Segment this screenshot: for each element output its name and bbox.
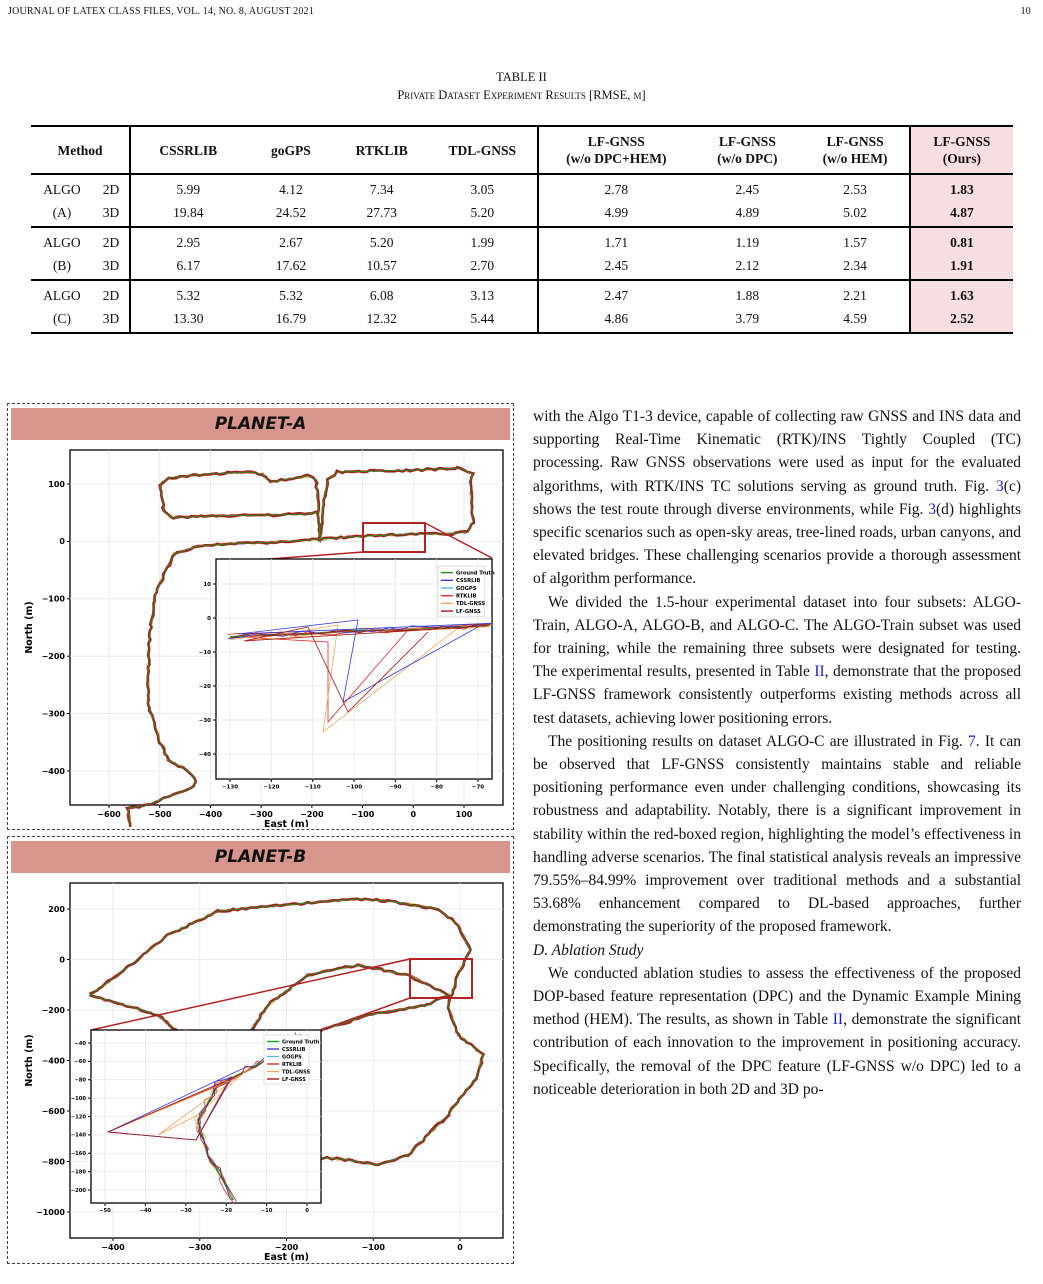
a-inset-x-tick-label: −70 — [471, 784, 485, 791]
table-row — [31, 280, 1013, 307]
value-cell: 4.86 — [538, 307, 693, 333]
b-legend-label: TDL-GNSS — [282, 1069, 311, 1076]
b-inset-y-tick-label: −120 — [70, 1114, 86, 1121]
a-legend-label: GOGPS — [456, 585, 477, 592]
a-legend-label: Ground Truth — [456, 570, 495, 577]
a-x-tick-label: −500 — [148, 810, 172, 819]
value-cell: 2.67 — [279, 235, 303, 250]
value-cell: 2.70 — [427, 254, 538, 280]
b-inset-x-tick-label: 0 — [305, 1208, 309, 1215]
value-cell: 16.79 — [246, 307, 337, 333]
b-x-tick-label: −100 — [361, 1243, 385, 1252]
a-inset-y-tick-label: −30 — [198, 717, 211, 724]
a-legend-label: LF-GNSS — [456, 608, 481, 615]
b-inset-x-tick-label: −50 — [99, 1208, 111, 1215]
b-inset-x-tick-label: −10 — [260, 1208, 273, 1215]
a-x-tick-label: 0 — [410, 810, 417, 819]
b-inset-x-tick-label: −40 — [139, 1208, 152, 1215]
value-cell: 5.20 — [369, 235, 394, 250]
table-row — [31, 307, 1013, 333]
value-cell: 0.81 — [910, 227, 1013, 254]
table-header-row — [31, 126, 1013, 174]
a-x-tick-label: −600 — [97, 810, 121, 819]
value-cell: 5.32 — [130, 280, 246, 307]
table-row — [31, 254, 1013, 280]
b-inset-x-tick-label: −20 — [220, 1208, 232, 1215]
col-rtklib: RTKLIB — [336, 126, 427, 174]
dim-cell: 2D — [102, 235, 120, 250]
fig-ref-link[interactable]: 7 — [968, 732, 976, 750]
dim-cell: 2D — [102, 288, 120, 303]
value-cell: 1.63 — [910, 280, 1013, 307]
a-y-tick-label: −300 — [41, 709, 65, 719]
a-x-tick-label: −400 — [198, 810, 223, 819]
method-name-cell: (B) — [31, 254, 93, 280]
a-x-axis-label: East (m) — [264, 819, 309, 827]
b-y-tick-label: 200 — [48, 904, 65, 914]
fig-ref-link[interactable]: 3 — [996, 477, 1004, 495]
value-cell: 5.20 — [427, 201, 538, 227]
b-inset-y-tick-label: −160 — [70, 1151, 86, 1158]
value-cell: 13.30 — [130, 307, 246, 333]
table-row — [31, 174, 1013, 201]
col-lfgnss-wo-hem: LF-GNSS (w/o HEM) — [801, 126, 909, 174]
value-cell: 10.57 — [336, 254, 427, 280]
a-y-axis-label: North (m) — [24, 601, 35, 654]
a-inset-x-tick-label: −100 — [345, 784, 363, 791]
value-cell: 17.62 — [246, 254, 337, 280]
method-name-cell: ALGO — [43, 288, 81, 303]
value-cell: 2.95 — [130, 227, 246, 254]
b-inset-y-tick-label: −180 — [70, 1169, 86, 1176]
value-cell: 2.78 — [538, 174, 693, 201]
paragraph-3: The positioning results on dataset ALGO-C are illustrated in Fig. 7. It can be observed that LF-GNSS consistently maintains stable and reliable positioning performance even under challenging conditions, showcasing its robustness and adaptability. Notably, there is a significant improvement in stability within the red-boxed region, highlighting the model’s effectiveness in handling adverse scenarios. The final statistical analysis reveals an impressive 79.55%–84.99% improvement over traditional methods and a substantial 53.68% enhancement compared to DL-based approaches, further demonstrating the superiority of the proposed framework. — [533, 732, 1021, 936]
b-x-tick-label: 0 — [457, 1243, 463, 1252]
value-cell: 3.79 — [693, 307, 801, 333]
value-cell: 1.88 — [735, 288, 760, 303]
value-cell: 4.89 — [693, 201, 801, 227]
a-inset-y-tick-label: −40 — [198, 751, 211, 758]
paragraph-2: We divided the 1.5-hour experimental dataset into four subsets: ALGO-Train, ALGO-A, ALGO-B, and ALGO-C. The ALGO-Train subset was used for training, while the remaining three subsets were designated for testing. The experimental results, presented in Table II, demonstrate that the proposed LF-GNSS framework consistently outperforms existing methods across all test datasets, achieving lower positioning errors. — [533, 593, 1021, 727]
paragraph-1: with the Algo T1-3 device, capable of collecting raw GNSS and INS data and supporting Real-Time Kinematic (RTK)/INS Tightly Coupled (TC) processing. Raw GNSS observations were used as input for the evaluated algorithms, with RTK/INS TC solutions serving as ground truth. Fig. 3(c) shows the test route through diverse environments, while Fig. 3(d) highlights specific scenarios such as open-sky areas, tree-lined roads, urban canyons, and elevated bridges. These challenging scenarios provide a thorough assessment of algorithm performance. — [533, 408, 1021, 588]
section-heading: D. Ablation Study — [533, 941, 644, 959]
value-cell: 1.99 — [470, 235, 495, 250]
value-cell: 5.99 — [130, 174, 246, 201]
a-inset-x-tick-label: −80 — [430, 784, 443, 791]
dim-cell: 3D — [93, 201, 130, 227]
a-y-tick-label: 100 — [48, 479, 65, 489]
a-inset-y-tick-label: −20 — [198, 683, 211, 690]
b-x-tick-label: −200 — [274, 1243, 299, 1252]
method-name-cell: (A) — [31, 201, 93, 227]
b-y-tick-label: 0 — [59, 955, 65, 965]
dim-cell: 3D — [93, 307, 130, 333]
b-y-axis-label: North (m) — [24, 1034, 35, 1087]
col-lfgnss-wo-dpc-hem: LF-GNSS (w/o DPC+HEM) — [538, 126, 693, 174]
a-inset-y-tick-label: 10 — [203, 581, 211, 588]
value-cell: 4.12 — [279, 182, 303, 197]
method-name-cell: ALGO — [43, 235, 81, 250]
b-legend-label: Ground Truth — [282, 1039, 320, 1046]
a-y-tick-label: −200 — [41, 652, 65, 661]
b-inset-y-tick-label: −200 — [70, 1187, 86, 1194]
table-ref-link[interactable]: II — [832, 1011, 844, 1029]
value-cell: 24.52 — [246, 201, 337, 227]
value-cell: 2.12 — [693, 254, 801, 280]
a-x-tick-label: −200 — [300, 810, 324, 819]
value-cell: 5.32 — [279, 288, 303, 303]
value-cell: 3.13 — [470, 288, 495, 303]
panel-a-title: PLANET-A — [11, 408, 510, 440]
col-cssrlib: CSSRLIB — [130, 126, 246, 174]
a-x-tick-label: −300 — [249, 810, 273, 819]
value-cell: 19.84 — [130, 201, 246, 227]
figure-panel-b — [7, 836, 514, 1264]
b-y-tick-label: −1000 — [36, 1207, 65, 1217]
a-inset-x-tick-label: −110 — [304, 784, 321, 791]
a-legend-label: RTKLIB — [456, 593, 477, 600]
value-cell: 2.52 — [910, 307, 1013, 333]
col-method: Method — [31, 126, 130, 174]
b-y-tick-label: −800 — [41, 1157, 65, 1167]
value-cell: 2.21 — [843, 288, 867, 303]
value-cell: 4.59 — [801, 307, 909, 333]
col-gogps: goGPS — [246, 126, 337, 174]
value-cell: 1.71 — [538, 227, 693, 254]
b-y-tick-label: −200 — [41, 1005, 65, 1015]
b-y-tick-label: −600 — [41, 1106, 65, 1116]
value-cell: 3.05 — [470, 182, 495, 197]
b-inset-y-tick-label: −40 — [74, 1040, 86, 1047]
value-cell: 7.34 — [369, 182, 394, 197]
b-x-axis-label: East (m) — [264, 1252, 309, 1261]
value-cell: 5.44 — [427, 307, 538, 333]
value-cell: 5.02 — [801, 201, 909, 227]
panel-b-title: PLANET-B — [11, 841, 510, 873]
page-number: 10 — [1020, 6, 1031, 17]
fig-ref-link[interactable]: 3 — [928, 500, 937, 518]
b-inset-x-tick-label: −30 — [180, 1208, 192, 1215]
value-cell: 27.73 — [336, 201, 427, 227]
value-cell: 6.17 — [130, 254, 246, 280]
b-legend-label: LF-GNSS — [282, 1076, 306, 1083]
a-x-tick-label: −100 — [350, 810, 375, 819]
value-cell: 2.47 — [538, 280, 693, 307]
value-cell: 4.99 — [538, 201, 693, 227]
a-inset-x-tick-label: −130 — [221, 784, 239, 791]
col-lfgnss-ours: LF-GNSS (Ours) — [910, 126, 1013, 174]
b-legend-label: GOGPS — [282, 1054, 302, 1061]
b-inset-y-tick-label: −60 — [74, 1059, 86, 1066]
table-ref-link[interactable]: II — [814, 663, 825, 681]
table-label: TABLE II — [496, 70, 547, 84]
running-header: JOURNAL OF LATEX CLASS FILES, VOL. 14, NO. 8, AUGUST 2021 — [8, 6, 314, 17]
results-table — [31, 125, 1013, 334]
value-cell: 2.45 — [538, 254, 693, 280]
b-inset-y-tick-label: −100 — [70, 1095, 86, 1102]
value-cell: 2.34 — [801, 254, 909, 280]
dim-cell: 2D — [102, 182, 120, 197]
value-cell: 1.91 — [910, 254, 1013, 280]
b-y-tick-label: −400 — [41, 1056, 65, 1066]
col-tdl-gnss: TDL-GNSS — [427, 126, 538, 174]
a-inset-x-tick-label: −90 — [389, 784, 402, 791]
a-inset-x-tick-label: −120 — [263, 784, 280, 791]
planet-b-plot — [8, 875, 513, 1261]
value-cell: 2.53 — [843, 182, 867, 197]
b-inset-y-tick-label: −80 — [74, 1077, 86, 1084]
value-cell: 1.83 — [910, 174, 1013, 201]
table-row — [31, 227, 1013, 254]
b-inset-y-tick-label: −140 — [70, 1132, 86, 1139]
a-y-tick-label: −400 — [41, 766, 65, 776]
value-cell: 1.57 — [843, 235, 867, 250]
a-y-tick-label: 0 — [59, 537, 65, 547]
a-legend-label: CSSRLIB — [456, 578, 481, 585]
value-cell: 12.32 — [336, 307, 427, 333]
method-name-cell: ALGO — [43, 182, 81, 197]
planet-a-plot — [8, 442, 513, 827]
dim-cell: 3D — [93, 254, 130, 280]
b-legend-label: RTKLIB — [282, 1061, 302, 1068]
b-x-tick-label: −300 — [188, 1243, 212, 1252]
a-legend-label: TDL-GNSS — [456, 601, 486, 608]
b-x-tick-label: −400 — [101, 1243, 125, 1252]
a-inset-y-tick-label: −10 — [198, 649, 211, 656]
a-y-tick-label: −100 — [41, 594, 65, 604]
body-text-column — [533, 405, 1021, 1101]
table-caption: Private Dataset Experiment Results [RMSE, m] — [397, 88, 646, 102]
b-legend-label: CSSRLIB — [282, 1046, 306, 1053]
method-name-cell: (C) — [31, 307, 93, 333]
col-lfgnss-wo-dpc: LF-GNSS (w/o DPC) — [693, 126, 801, 174]
value-cell: 4.87 — [910, 201, 1013, 227]
paragraph-4: We conducted ablation studies to assess the effectiveness of the proposed DOP-based feature representation (DPC) and the Dynamic Example Mining method (HEM). The results, as shown in Table II, demonstrate the significant contribution of each innovation to the improvement in positioning accuracy. Specifically, the removal of the DPC feature (LF-GNSS w/o DPC) led to a noticeable deterioration in both 2D and 3D po- — [533, 964, 1021, 1098]
value-cell: 6.08 — [369, 288, 394, 303]
value-cell: 1.19 — [735, 235, 760, 250]
table-row — [31, 201, 1013, 227]
a-inset-y-tick-label: 0 — [207, 615, 211, 622]
value-cell: 2.45 — [735, 182, 760, 197]
figure-panel-a — [7, 403, 514, 830]
a-x-tick-label: 100 — [455, 810, 473, 819]
